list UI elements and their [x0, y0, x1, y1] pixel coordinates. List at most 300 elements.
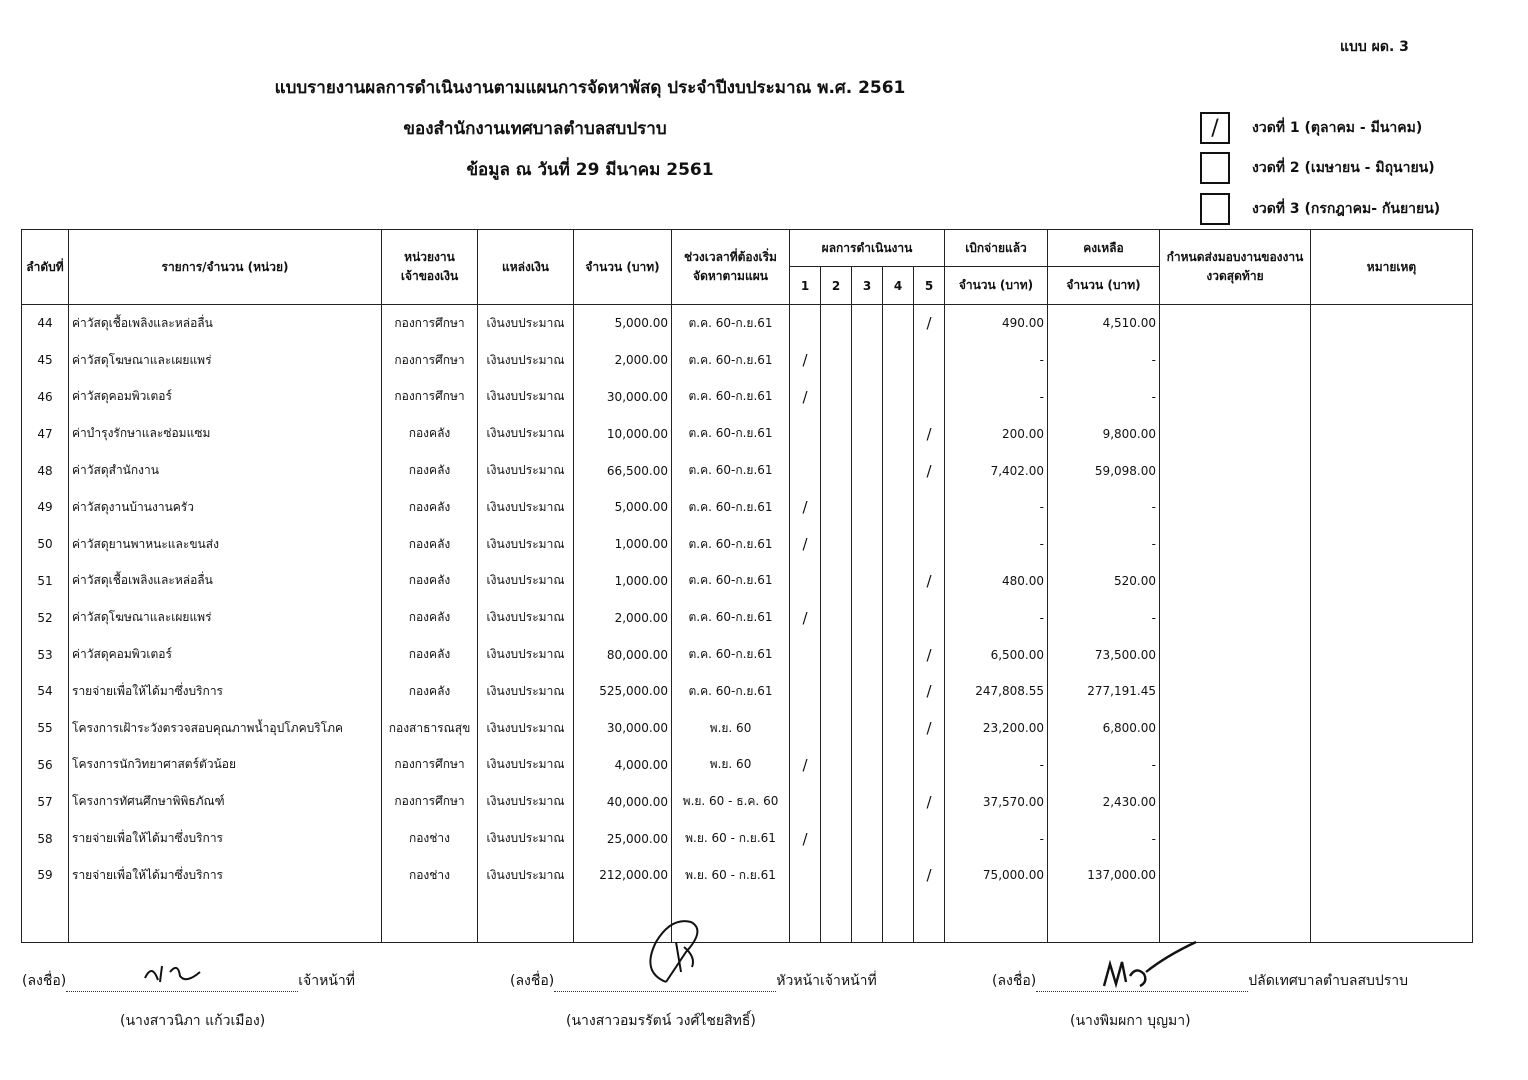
blank-cell — [69, 894, 382, 943]
row-note — [1311, 563, 1473, 600]
status-cell-5 — [914, 673, 945, 710]
row-deadline — [1160, 342, 1311, 379]
row-amount: 212,000.00 — [574, 857, 672, 894]
check-mark-icon: / — [926, 645, 932, 664]
blank-cell — [382, 894, 478, 943]
row-unit: กองคลัง — [382, 636, 478, 673]
row-item: ค่าวัสดุคอมพิวเตอร์ — [69, 636, 382, 673]
status-cell-4 — [883, 379, 914, 416]
period-3-label: งวดที่ 3 (กรกฎาคม- กันยายน) — [1252, 201, 1441, 217]
row-period: ต.ค. 60-ก.ย.61 — [672, 415, 790, 452]
row-unit: กองการศึกษา — [382, 783, 478, 820]
table-row — [22, 415, 1473, 452]
status-cell-3 — [852, 526, 883, 563]
status-cell-3 — [852, 747, 883, 784]
row-paid: - — [945, 342, 1048, 379]
row-item: ค่าวัสดุเชื้อเพลิงและหล่อลื่น — [69, 305, 382, 342]
row-deadline — [1160, 305, 1311, 342]
header-period: ช่วงเวลาที่ต้องเริ่มจัดหาตามแผน — [672, 230, 790, 305]
row-remain: 4,510.00 — [1048, 305, 1160, 342]
status-cell-5 — [914, 489, 945, 526]
row-remain: 6,800.00 — [1048, 710, 1160, 747]
status-cell-3 — [852, 379, 883, 416]
row-item: ค่าวัสดุโฆษณาและเผยแพร่ — [69, 342, 382, 379]
status-cell-4 — [883, 563, 914, 600]
blank-cell — [22, 894, 69, 943]
row-unit: กองช่าง — [382, 857, 478, 894]
header-unit: หน่วยงานเจ้าของเงิน — [382, 230, 478, 305]
blank-cell — [852, 894, 883, 943]
status-cell-5 — [914, 379, 945, 416]
row-no: 59 — [22, 857, 69, 894]
row-deadline — [1160, 710, 1311, 747]
row-source: เงินงบประมาณ — [478, 379, 574, 416]
row-note — [1311, 599, 1473, 636]
row-no: 50 — [22, 526, 69, 563]
check-mark-icon: / — [802, 387, 808, 406]
row-unit: กองคลัง — [382, 452, 478, 489]
row-no: 52 — [22, 599, 69, 636]
row-period: ต.ค. 60-ก.ย.61 — [672, 305, 790, 342]
header-result: ผลการดำเนินงาน — [790, 230, 945, 267]
status-cell-1 — [790, 305, 821, 342]
row-note — [1311, 379, 1473, 416]
sign-role: ปลัดเทศบาลตำบลสบปราบ — [1248, 973, 1409, 989]
status-cell-5 — [914, 452, 945, 489]
status-cell-4 — [883, 526, 914, 563]
row-unit: กองคลัง — [382, 415, 478, 452]
row-item: ค่าวัสดุโฆษณาและเผยแพร่ — [69, 599, 382, 636]
row-amount: 2,000.00 — [574, 342, 672, 379]
row-remain: 520.00 — [1048, 563, 1160, 600]
row-note — [1311, 415, 1473, 452]
row-amount: 1,000.00 — [574, 563, 672, 600]
handwritten-signature-1 — [140, 958, 210, 988]
check-mark-icon: / — [802, 755, 808, 774]
row-paid: - — [945, 379, 1048, 416]
row-paid: 37,570.00 — [945, 783, 1048, 820]
row-amount: 2,000.00 — [574, 599, 672, 636]
row-paid: 480.00 — [945, 563, 1048, 600]
sign-role: เจ้าหน้าที่ — [298, 973, 355, 989]
row-no: 49 — [22, 489, 69, 526]
status-cell-5 — [914, 710, 945, 747]
row-source: เงินงบประมาณ — [478, 747, 574, 784]
status-cell-4 — [883, 489, 914, 526]
row-paid: 247,808.55 — [945, 673, 1048, 710]
status-cell-2 — [821, 820, 852, 857]
period-1-checkbox[interactable] — [1200, 112, 1230, 144]
table-row — [22, 379, 1473, 416]
status-cell-2 — [821, 452, 852, 489]
status-cell-3 — [852, 342, 883, 379]
row-note — [1311, 747, 1473, 784]
status-cell-4 — [883, 857, 914, 894]
row-remain: 277,191.45 — [1048, 673, 1160, 710]
row-amount: 1,000.00 — [574, 526, 672, 563]
row-remain: 2,430.00 — [1048, 783, 1160, 820]
status-cell-3 — [852, 783, 883, 820]
status-cell-3 — [852, 710, 883, 747]
row-item: โครงการนักวิทยาศาสตร์ตัวน้อย — [69, 747, 382, 784]
blank-cell — [1048, 894, 1160, 943]
status-cell-4 — [883, 415, 914, 452]
status-cell-1 — [790, 599, 821, 636]
row-paid: 7,402.00 — [945, 452, 1048, 489]
row-source: เงินงบประมาณ — [478, 636, 574, 673]
row-period: ต.ค. 60-ก.ย.61 — [672, 452, 790, 489]
blank-cell — [478, 894, 574, 943]
row-unit: กองคลัง — [382, 673, 478, 710]
table-row — [22, 305, 1473, 342]
row-paid: - — [945, 599, 1048, 636]
row-item: ค่าวัสดุเชื้อเพลิงและหล่อลื่น — [69, 563, 382, 600]
handwritten-signature-3 — [1096, 936, 1206, 992]
status-cell-1 — [790, 342, 821, 379]
status-cell-1 — [790, 489, 821, 526]
blank-cell — [1311, 894, 1473, 943]
sign-prefix: (ลงชื่อ) — [992, 973, 1037, 989]
row-deadline — [1160, 747, 1311, 784]
row-source: เงินงบประมาณ — [478, 599, 574, 636]
status-cell-4 — [883, 820, 914, 857]
row-amount: 5,000.00 — [574, 305, 672, 342]
check-mark-icon: / — [802, 829, 808, 848]
row-note — [1311, 526, 1473, 563]
row-period: ต.ค. 60-ก.ย.61 — [672, 526, 790, 563]
row-unit: กองการศึกษา — [382, 379, 478, 416]
status-cell-2 — [821, 489, 852, 526]
status-cell-1 — [790, 673, 821, 710]
row-remain: - — [1048, 820, 1160, 857]
row-remain: - — [1048, 526, 1160, 563]
status-cell-3 — [852, 673, 883, 710]
row-unit: กองคลัง — [382, 526, 478, 563]
row-source: เงินงบประมาณ — [478, 820, 574, 857]
row-deadline — [1160, 857, 1311, 894]
row-no: 51 — [22, 563, 69, 600]
row-period: ต.ค. 60-ก.ย.61 — [672, 599, 790, 636]
status-cell-2 — [821, 636, 852, 673]
row-source: เงินงบประมาณ — [478, 489, 574, 526]
row-item: ค่าวัสดุสำนักงาน — [69, 452, 382, 489]
header-paid-amount: จำนวน (บาท) — [945, 267, 1048, 305]
status-cell-4 — [883, 783, 914, 820]
row-remain: - — [1048, 379, 1160, 416]
blank-cell — [790, 894, 821, 943]
status-cell-2 — [821, 857, 852, 894]
row-source: เงินงบประมาณ — [478, 452, 574, 489]
row-deadline — [1160, 489, 1311, 526]
row-amount: 30,000.00 — [574, 379, 672, 416]
row-deadline — [1160, 820, 1311, 857]
status-cell-5 — [914, 563, 945, 600]
status-cell-5 — [914, 747, 945, 784]
row-no: 46 — [22, 379, 69, 416]
status-cell-5 — [914, 636, 945, 673]
status-cell-3 — [852, 820, 883, 857]
sign-prefix: (ลงชื่อ) — [510, 973, 555, 989]
status-cell-2 — [821, 379, 852, 416]
status-cell-1 — [790, 857, 821, 894]
row-amount: 80,000.00 — [574, 636, 672, 673]
status-cell-5 — [914, 342, 945, 379]
period-2-checkbox[interactable] — [1200, 152, 1230, 184]
row-unit: กองสาธารณสุข — [382, 710, 478, 747]
row-item: ค่าวัสดุคอมพิวเตอร์ — [69, 379, 382, 416]
report-organization: ของสำนักงานเทศบาลตำบลสบปราบ — [403, 119, 667, 139]
header-result-2: 2 — [821, 267, 852, 305]
period-3-checkbox[interactable] — [1200, 193, 1230, 225]
header-amount: จำนวน (บาท) — [574, 230, 672, 305]
row-remain: - — [1048, 747, 1160, 784]
row-period: พ.ย. 60 — [672, 747, 790, 784]
header-result-1: 1 — [790, 267, 821, 305]
status-cell-5 — [914, 783, 945, 820]
row-item: ค่าวัสดุงานบ้านงานครัว — [69, 489, 382, 526]
row-deadline — [1160, 379, 1311, 416]
row-deadline — [1160, 415, 1311, 452]
status-cell-4 — [883, 305, 914, 342]
row-no: 58 — [22, 820, 69, 857]
check-mark-icon: / — [802, 498, 808, 517]
table-row — [22, 563, 1473, 600]
header-result-5: 5 — [914, 267, 945, 305]
check-mark-icon: / — [926, 792, 932, 811]
header-item: รายการ/จำนวน (หน่วย) — [69, 230, 382, 305]
check-mark-icon: / — [926, 314, 932, 333]
header-note: หมายเหตุ — [1311, 230, 1473, 305]
row-note — [1311, 673, 1473, 710]
row-remain: 59,098.00 — [1048, 452, 1160, 489]
status-cell-1 — [790, 783, 821, 820]
procurement-table — [21, 229, 1473, 943]
status-cell-2 — [821, 783, 852, 820]
row-paid: - — [945, 820, 1048, 857]
row-remain: - — [1048, 599, 1160, 636]
table-row — [22, 452, 1473, 489]
status-cell-2 — [821, 673, 852, 710]
status-cell-3 — [852, 489, 883, 526]
row-period: พ.ย. 60 - ก.ย.61 — [672, 857, 790, 894]
status-cell-3 — [852, 415, 883, 452]
row-unit: กองคลัง — [382, 489, 478, 526]
row-period: พ.ย. 60 — [672, 710, 790, 747]
row-paid: 6,500.00 — [945, 636, 1048, 673]
check-mark-icon: / — [926, 719, 932, 738]
row-no: 55 — [22, 710, 69, 747]
check-mark-icon: / — [926, 866, 932, 885]
row-paid: - — [945, 526, 1048, 563]
status-cell-2 — [821, 415, 852, 452]
row-amount: 25,000.00 — [574, 820, 672, 857]
row-item: โครงการทัศนศึกษาพิพิธภัณฑ์ — [69, 783, 382, 820]
row-no: 45 — [22, 342, 69, 379]
row-period: ต.ค. 60-ก.ย.61 — [672, 489, 790, 526]
status-cell-1 — [790, 452, 821, 489]
check-mark-icon: / — [802, 608, 808, 627]
status-cell-5 — [914, 526, 945, 563]
signer-name-officer: (นางสาวนิภา แก้วเมือง) — [120, 1013, 266, 1029]
status-cell-3 — [852, 636, 883, 673]
status-cell-2 — [821, 710, 852, 747]
row-paid: - — [945, 747, 1048, 784]
row-no: 54 — [22, 673, 69, 710]
period-option-1 — [1200, 112, 1422, 144]
status-cell-1 — [790, 415, 821, 452]
row-source: เงินงบประมาณ — [478, 673, 574, 710]
report-title: แบบรายงานผลการดำเนินงานตามแผนการจัดหาพัสดุ ประจำปีงบประมาณ พ.ศ. 2561 — [274, 78, 906, 98]
table-row — [22, 710, 1473, 747]
row-amount: 30,000.00 — [574, 710, 672, 747]
row-deadline — [1160, 783, 1311, 820]
status-cell-2 — [821, 563, 852, 600]
status-cell-4 — [883, 710, 914, 747]
row-amount: 525,000.00 — [574, 673, 672, 710]
status-cell-1 — [790, 820, 821, 857]
status-cell-5 — [914, 305, 945, 342]
status-cell-1 — [790, 526, 821, 563]
row-no: 48 — [22, 452, 69, 489]
row-note — [1311, 820, 1473, 857]
status-cell-3 — [852, 305, 883, 342]
period-option-3 — [1200, 193, 1440, 225]
status-cell-5 — [914, 599, 945, 636]
status-cell-4 — [883, 747, 914, 784]
row-deadline — [1160, 526, 1311, 563]
row-source: เงินงบประมาณ — [478, 305, 574, 342]
row-no: 47 — [22, 415, 69, 452]
status-cell-2 — [821, 526, 852, 563]
row-item: รายจ่ายเพื่อให้ได้มาซึ่งบริการ — [69, 673, 382, 710]
header-paid: เบิกจ่ายแล้ว — [945, 230, 1048, 267]
blank-cell — [1160, 894, 1311, 943]
row-paid: 490.00 — [945, 305, 1048, 342]
status-cell-3 — [852, 563, 883, 600]
status-cell-1 — [790, 710, 821, 747]
row-unit: กองคลัง — [382, 563, 478, 600]
header-remain: คงเหลือ — [1048, 230, 1160, 267]
row-amount: 10,000.00 — [574, 415, 672, 452]
row-period: พ.ย. 60 - ธ.ค. 60 — [672, 783, 790, 820]
row-item: รายจ่ายเพื่อให้ได้มาซึ่งบริการ — [69, 857, 382, 894]
row-source: เงินงบประมาณ — [478, 710, 574, 747]
sign-prefix: (ลงชื่อ) — [22, 973, 67, 989]
row-period: ต.ค. 60-ก.ย.61 — [672, 342, 790, 379]
row-source: เงินงบประมาณ — [478, 783, 574, 820]
row-source: เงินงบประมาณ — [478, 342, 574, 379]
status-cell-3 — [852, 599, 883, 636]
table-row — [22, 673, 1473, 710]
blank-cell — [945, 894, 1048, 943]
row-note — [1311, 857, 1473, 894]
row-unit: กองการศึกษา — [382, 305, 478, 342]
status-cell-4 — [883, 599, 914, 636]
period-option-2 — [1200, 152, 1435, 184]
row-unit: กองการศึกษา — [382, 747, 478, 784]
status-cell-2 — [821, 747, 852, 784]
signature-line — [66, 991, 298, 992]
row-item: ค่าบำรุงรักษาและซ่อมแซม — [69, 415, 382, 452]
table-row — [22, 526, 1473, 563]
row-source: เงินงบประมาณ — [478, 415, 574, 452]
row-source: เงินงบประมาณ — [478, 563, 574, 600]
row-amount: 5,000.00 — [574, 489, 672, 526]
row-deadline — [1160, 636, 1311, 673]
check-mark-icon: / — [926, 461, 932, 480]
table-row-blank — [22, 894, 1473, 943]
table-row — [22, 857, 1473, 894]
status-cell-2 — [821, 599, 852, 636]
status-cell-1 — [790, 563, 821, 600]
report-date: ข้อมูล ณ วันที่ 29 มีนาคม 2561 — [466, 160, 714, 180]
row-note — [1311, 710, 1473, 747]
row-no: 44 — [22, 305, 69, 342]
row-remain: 9,800.00 — [1048, 415, 1160, 452]
row-period: ต.ค. 60-ก.ย.61 — [672, 379, 790, 416]
row-unit: กองช่าง — [382, 820, 478, 857]
status-cell-2 — [821, 305, 852, 342]
row-item: ค่าวัสดุยานพาหนะและขนส่ง — [69, 526, 382, 563]
row-no: 57 — [22, 783, 69, 820]
status-cell-5 — [914, 415, 945, 452]
row-note — [1311, 452, 1473, 489]
header-no: ลำดับที่ — [22, 230, 69, 305]
row-remain: 137,000.00 — [1048, 857, 1160, 894]
row-period: ต.ค. 60-ก.ย.61 — [672, 636, 790, 673]
row-source: เงินงบประมาณ — [478, 857, 574, 894]
period-1-label: งวดที่ 1 (ตุลาคม - มีนาคม) — [1252, 120, 1423, 136]
row-paid: 23,200.00 — [945, 710, 1048, 747]
check-mark-icon: / — [802, 535, 808, 554]
row-item: รายจ่ายเพื่อให้ได้มาซึ่งบริการ — [69, 820, 382, 857]
status-cell-1 — [790, 636, 821, 673]
status-cell-4 — [883, 342, 914, 379]
blank-cell — [821, 894, 852, 943]
row-unit: กองคลัง — [382, 599, 478, 636]
row-note — [1311, 342, 1473, 379]
table-row — [22, 489, 1473, 526]
blank-cell — [883, 894, 914, 943]
signer-name-head-officer: (นางสาวอมรรัตน์ วงศ์ไชยสิทธิ์) — [566, 1013, 756, 1029]
status-cell-4 — [883, 673, 914, 710]
status-cell-5 — [914, 820, 945, 857]
status-cell-2 — [821, 342, 852, 379]
row-no: 53 — [22, 636, 69, 673]
row-note — [1311, 783, 1473, 820]
row-remain: - — [1048, 489, 1160, 526]
status-cell-1 — [790, 379, 821, 416]
check-mark-icon: / — [926, 571, 932, 590]
row-source: เงินงบประมาณ — [478, 526, 574, 563]
check-mark-icon: / — [926, 424, 932, 443]
status-cell-4 — [883, 636, 914, 673]
row-paid: - — [945, 489, 1048, 526]
row-note — [1311, 305, 1473, 342]
row-paid: 75,000.00 — [945, 857, 1048, 894]
header-deadline: กำหนดส่งมอบงานของงานงวดสุดท้าย — [1160, 230, 1311, 305]
row-deadline — [1160, 599, 1311, 636]
table-row — [22, 820, 1473, 857]
check-mark-icon: / — [1211, 115, 1219, 141]
status-cell-1 — [790, 747, 821, 784]
status-cell-5 — [914, 857, 945, 894]
table-row — [22, 599, 1473, 636]
row-amount: 4,000.00 — [574, 747, 672, 784]
row-remain: 73,500.00 — [1048, 636, 1160, 673]
header-source: แหล่งเงิน — [478, 230, 574, 305]
form-code: แบบ ผด. 3 — [1340, 39, 1409, 55]
